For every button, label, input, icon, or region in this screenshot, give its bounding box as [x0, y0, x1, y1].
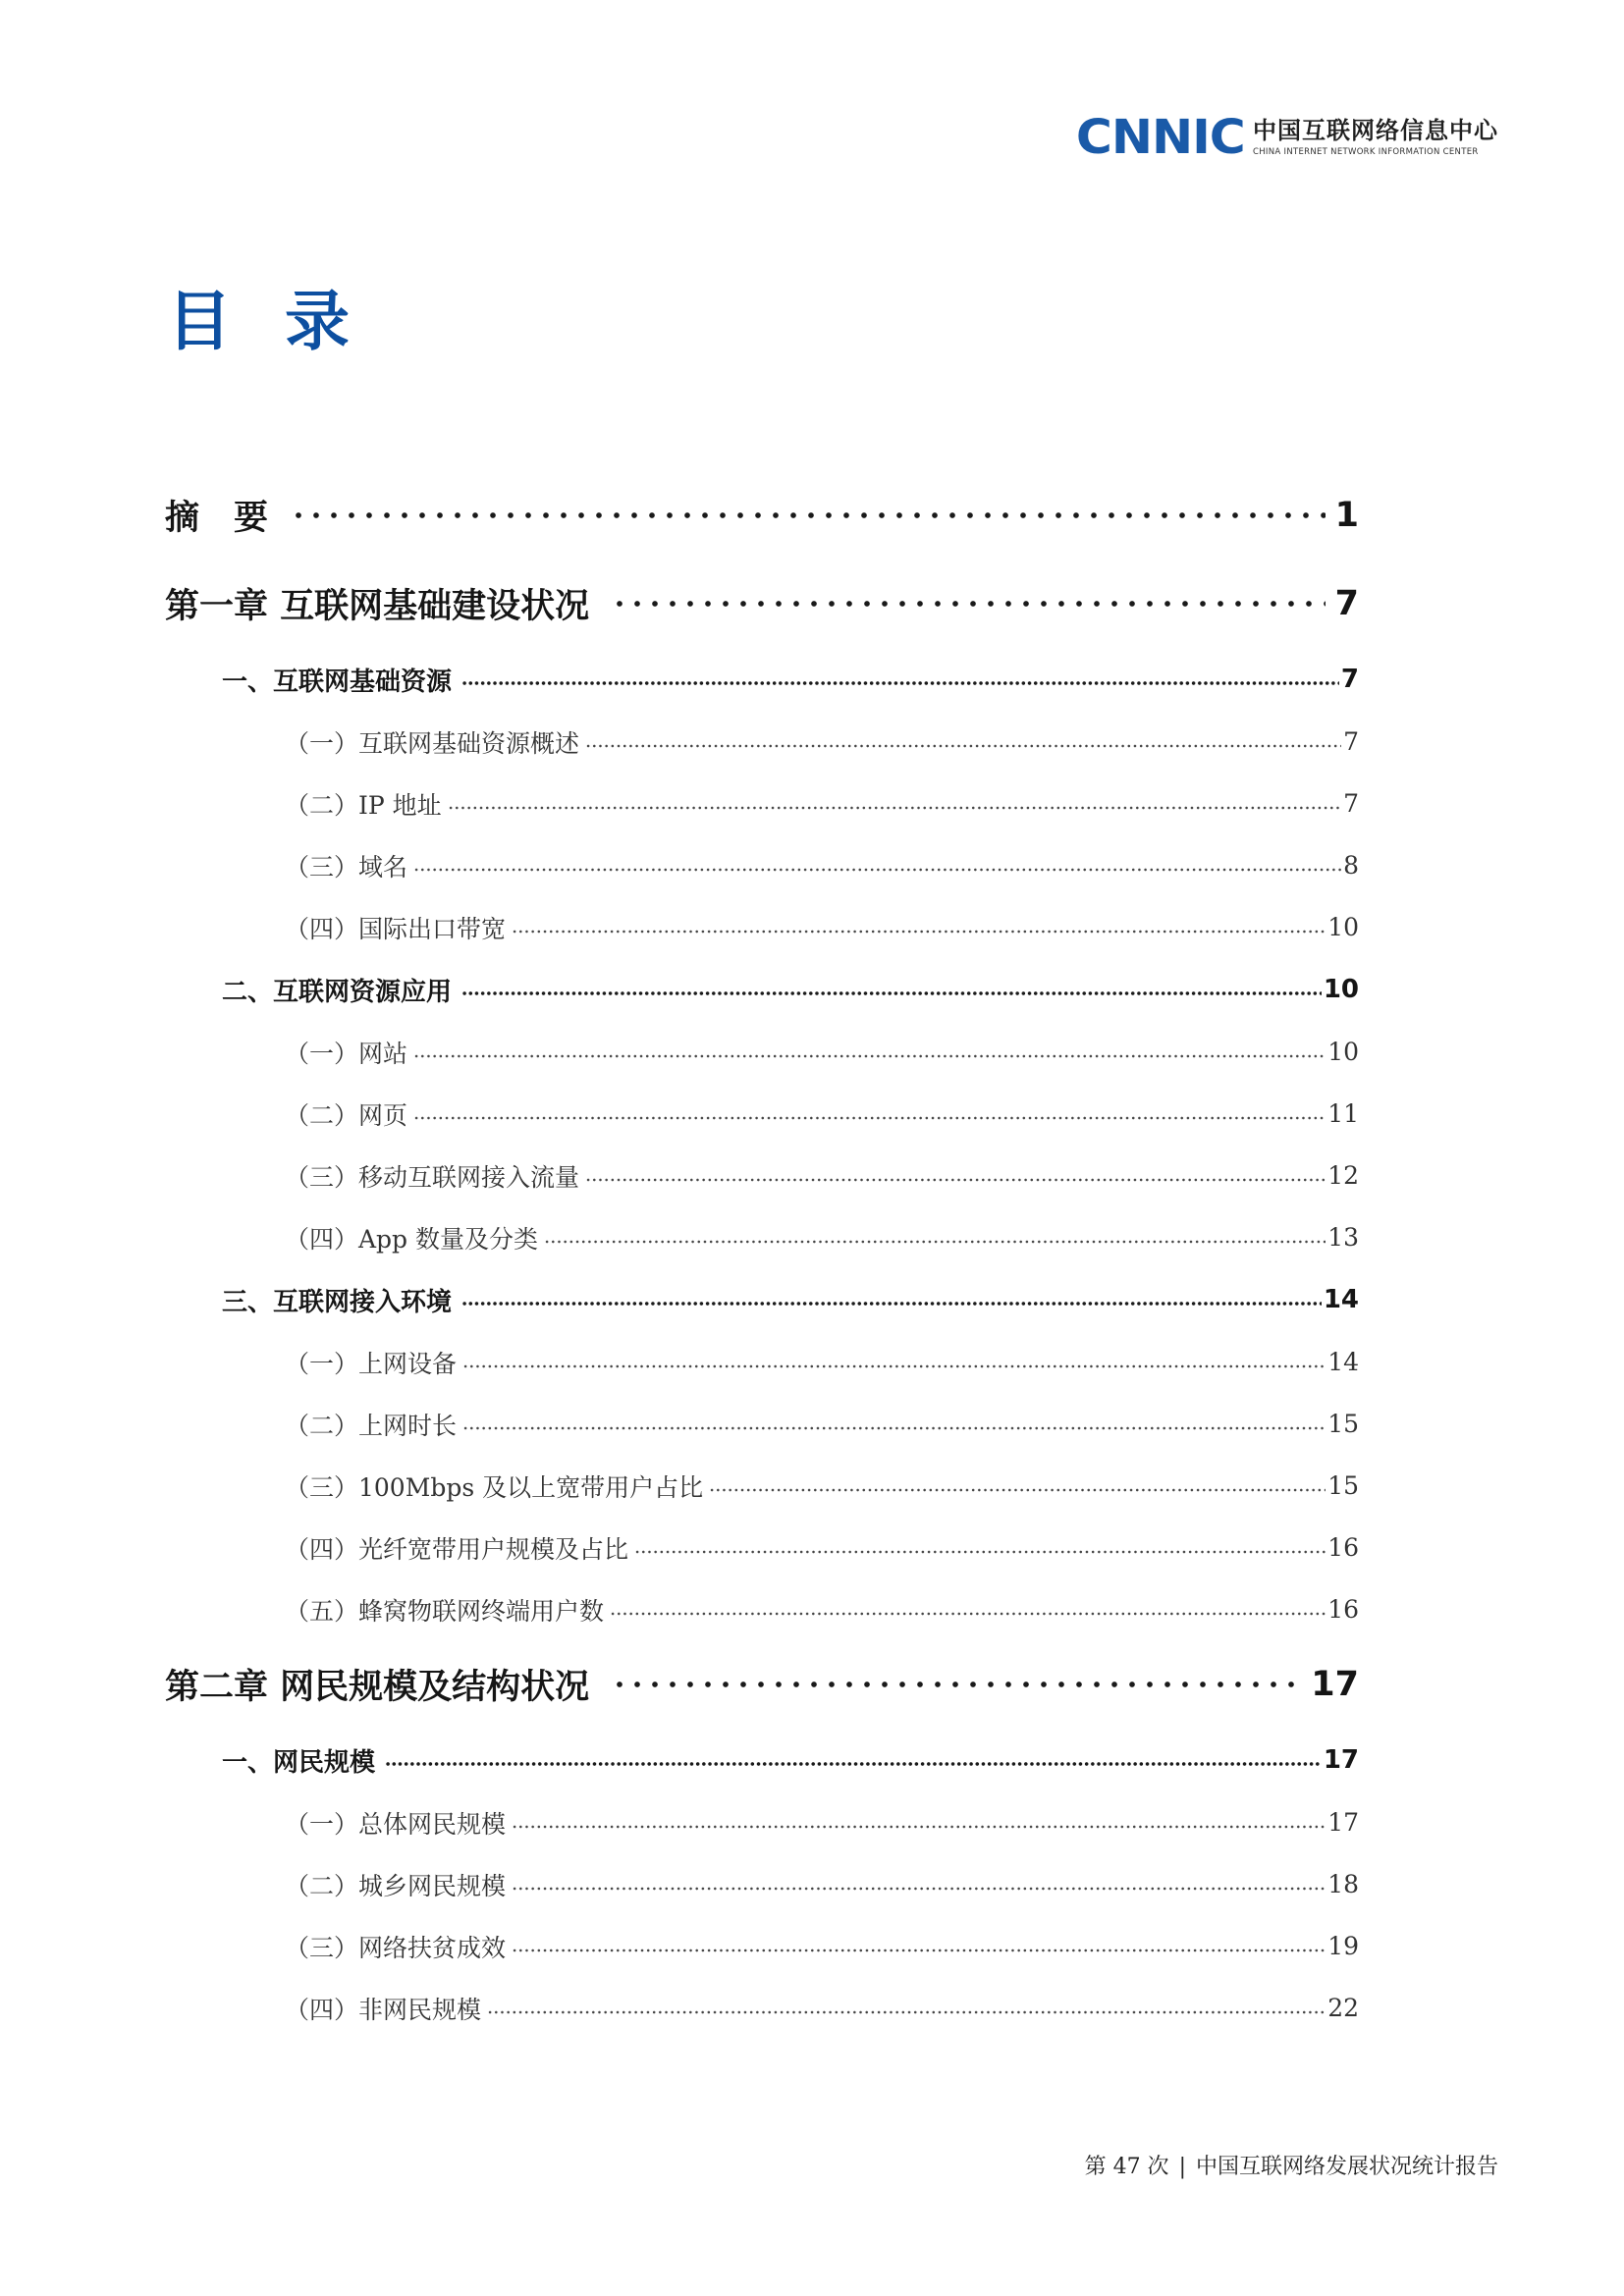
- toc-entry-sub[interactable]: [165, 1455, 1359, 1517]
- footer-issue: 第 47 次: [1084, 2155, 1169, 2179]
- toc-entry-label: （二）上网时长: [285, 1411, 458, 1440]
- toc-entry-page-number: 10: [1327, 913, 1359, 941]
- dot-leader: [385, 1761, 1322, 1767]
- dot-leader: [462, 1425, 1326, 1431]
- toc-entry-label: （三）域名: [285, 852, 408, 881]
- toc-entry-label: 第一章 互联网基础建设状况: [165, 587, 590, 626]
- toc-entry-page-number: 14: [1327, 1348, 1359, 1376]
- toc-entry-chapter[interactable]: [165, 471, 1359, 560]
- table-of-contents: [165, 471, 1359, 2039]
- toc-entry-label: （二）网页: [285, 1100, 408, 1130]
- dot-leader: [461, 1301, 1322, 1307]
- toc-entry-label: 摘 要: [165, 499, 269, 538]
- dot-leader: [709, 1487, 1326, 1493]
- toc-entry-page-number: 7: [1334, 584, 1359, 623]
- toc-entry-sub[interactable]: [165, 1145, 1359, 1206]
- toc-entry-label: （一）上网设备: [285, 1349, 458, 1378]
- dot-leader: [512, 929, 1326, 934]
- dot-leader: [461, 990, 1322, 996]
- dot-leader: [461, 680, 1339, 686]
- toc-entry-page-number: 17: [1323, 1745, 1359, 1775]
- dot-leader: [512, 1948, 1326, 1953]
- dot-leader: [512, 1886, 1326, 1892]
- toc-entry-sub[interactable]: [165, 1331, 1359, 1393]
- toc-entry-page-number: 17: [1327, 1808, 1359, 1837]
- toc-entry-label: （一）总体网民规模: [285, 1809, 507, 1839]
- toc-entry-label: （五）蜂窝物联网终端用户数: [285, 1596, 605, 1626]
- toc-entry-label: （四）App 数量及分类: [285, 1224, 539, 1254]
- toc-entry-sub[interactable]: [165, 1021, 1359, 1083]
- toc-entry-section[interactable]: [165, 1268, 1359, 1331]
- cnnic-logo: CNNIC: [1076, 110, 1246, 165]
- dot-leader: [413, 1115, 1326, 1121]
- footer-separator: |: [1178, 2155, 1186, 2179]
- toc-entry-label: （四）光纤宽带用户规模及占比: [285, 1534, 629, 1564]
- toc-entry-page-number: 8: [1343, 851, 1359, 880]
- toc-entry-page-number: 12: [1327, 1161, 1359, 1190]
- toc-entry-sub[interactable]: [165, 1517, 1359, 1578]
- header-logo: [1076, 110, 1498, 165]
- dot-leader: [611, 600, 1325, 608]
- toc-entry-label: （三）网络扶贫成效: [285, 1933, 507, 1962]
- toc-entry-page-number: 18: [1327, 1870, 1359, 1898]
- dot-leader: [634, 1549, 1326, 1555]
- toc-entry-page-number: 17: [1311, 1665, 1359, 1704]
- toc-entry-page-number: 7: [1343, 727, 1359, 756]
- toc-entry-sub[interactable]: [165, 1578, 1359, 1640]
- toc-entry-sub[interactable]: [165, 711, 1359, 773]
- toc-entry-sub[interactable]: [165, 1083, 1359, 1145]
- toc-entry-label: 二、互联网资源应用: [222, 977, 453, 1007]
- page-footer: [1085, 2150, 1498, 2180]
- toc-entry-page-number: 15: [1327, 1410, 1359, 1438]
- toc-entry-sub[interactable]: [165, 1206, 1359, 1268]
- dot-leader: [413, 1053, 1326, 1059]
- toc-entry-chapter[interactable]: [165, 560, 1359, 648]
- toc-entry-sub[interactable]: [165, 773, 1359, 834]
- toc-entry-page-number: 16: [1327, 1595, 1359, 1624]
- toc-entry-page-number: 10: [1323, 975, 1359, 1004]
- toc-entry-page-number: 15: [1327, 1471, 1359, 1500]
- toc-entry-section[interactable]: [165, 648, 1359, 711]
- toc-entry-page-number: 14: [1323, 1285, 1359, 1314]
- toc-entry-label: （四）国际出口带宽: [285, 914, 507, 943]
- dot-leader: [448, 805, 1341, 811]
- dot-leader: [487, 2009, 1326, 2015]
- toc-entry-sub[interactable]: [165, 896, 1359, 958]
- dot-leader: [585, 743, 1341, 749]
- toc-entry-sub[interactable]: [165, 1791, 1359, 1853]
- toc-entry-label: 第二章 网民规模及结构状况: [165, 1668, 590, 1707]
- dot-leader: [610, 1611, 1326, 1617]
- dot-leader: [611, 1681, 1301, 1688]
- dot-leader: [585, 1177, 1326, 1183]
- toc-entry-page-number: 7: [1343, 789, 1359, 818]
- toc-entry-sub[interactable]: [165, 834, 1359, 896]
- toc-entry-label: （二）IP 地址: [285, 790, 442, 820]
- footer-report-name: 中国互联网络发展状况统计报告: [1195, 2155, 1498, 2179]
- org-name: [1253, 118, 1498, 156]
- dot-leader: [413, 867, 1341, 873]
- toc-entry-label: 一、网民规模: [222, 1747, 376, 1778]
- dot-leader: [544, 1239, 1326, 1245]
- dot-leader: [290, 511, 1326, 519]
- org-name-cn: 中国互联网络信息中心: [1253, 116, 1498, 145]
- toc-entry-page-number: 1: [1334, 496, 1359, 535]
- toc-entry-section[interactable]: [165, 958, 1359, 1021]
- toc-entry-page-number: 13: [1327, 1223, 1359, 1252]
- toc-entry-sub[interactable]: [165, 1977, 1359, 2039]
- page-title: 目录: [167, 284, 403, 359]
- toc-entry-sub[interactable]: [165, 1393, 1359, 1455]
- toc-entry-label: （三）移动互联网接入流量: [285, 1162, 580, 1192]
- toc-entry-label: （二）城乡网民规模: [285, 1871, 507, 1900]
- toc-entry-chapter[interactable]: [165, 1640, 1359, 1729]
- toc-entry-label: 三、互联网接入环境: [222, 1287, 453, 1317]
- toc-entry-section[interactable]: [165, 1729, 1359, 1791]
- toc-entry-label: （四）非网民规模: [285, 1995, 482, 2024]
- toc-entry-page-number: 7: [1340, 665, 1359, 694]
- toc-entry-sub[interactable]: [165, 1915, 1359, 1977]
- toc-entry-page-number: 11: [1327, 1099, 1359, 1128]
- toc-entry-page-number: 19: [1327, 1932, 1359, 1960]
- toc-entry-label: （一）互联网基础资源概述: [285, 728, 580, 758]
- toc-entry-label: （三）100Mbps 及以上宽带用户占比: [285, 1472, 704, 1502]
- dot-leader: [462, 1363, 1326, 1369]
- toc-entry-page-number: 10: [1327, 1038, 1359, 1066]
- toc-entry-sub[interactable]: [165, 1853, 1359, 1915]
- org-name-en: CHINA INTERNET NETWORK INFORMATION CENTER: [1253, 146, 1479, 157]
- dot-leader: [512, 1824, 1326, 1830]
- toc-entry-page-number: 16: [1327, 1533, 1359, 1562]
- toc-entry-label: 一、互联网基础资源: [222, 667, 453, 697]
- toc-entry-label: （一）网站: [285, 1039, 408, 1068]
- toc-entry-page-number: 22: [1327, 1994, 1359, 2022]
